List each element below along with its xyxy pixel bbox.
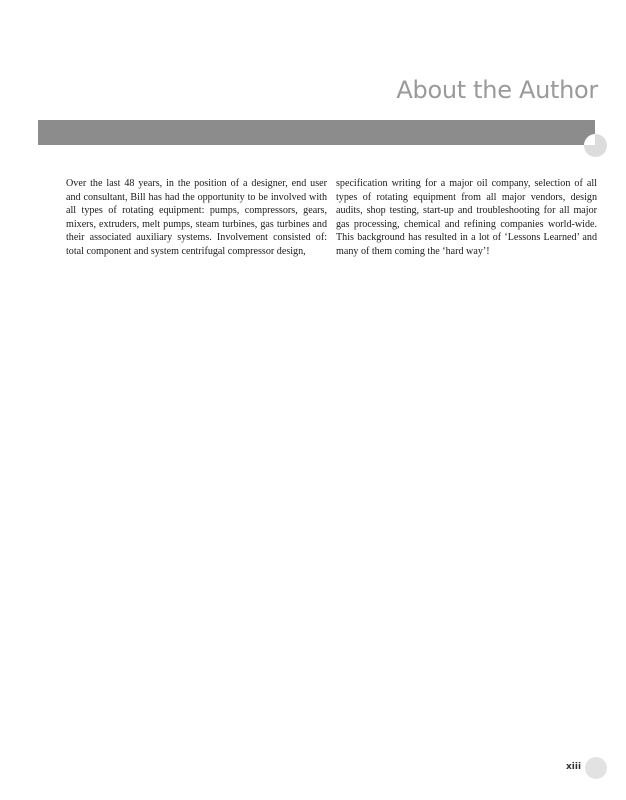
- body-text-left-column: Over the last 48 years, in the position of a designer, end user and consultant, Bill has had the opportunity to be involved with all types of rotating equipment: pumps, compressors, gears, mixers, extruders, melt pumps, steam turbines, gas turbines and their associated auxiliary systems. Involvement consisted of: total component and system centrifugal compressor design,: [66, 178, 327, 257]
- page-number: xiii: [566, 762, 582, 772]
- title-bar: [38, 120, 595, 145]
- chapter-title: About the Author: [396, 76, 598, 104]
- page-number-disc-decoration: [585, 757, 607, 779]
- body-text-right-column: specification writing for a major oil company, selection of all types of rotating equipment from all major vendors, design audits, shop testing, start-up and troubleshooting for all major gas processing, chemical and refining companies world-wide. This background has resulted in a lot of ‘Lessons Learned’ and many of them coming the ‘hard way’!: [336, 178, 597, 257]
- corner-disc-decoration: [584, 134, 607, 157]
